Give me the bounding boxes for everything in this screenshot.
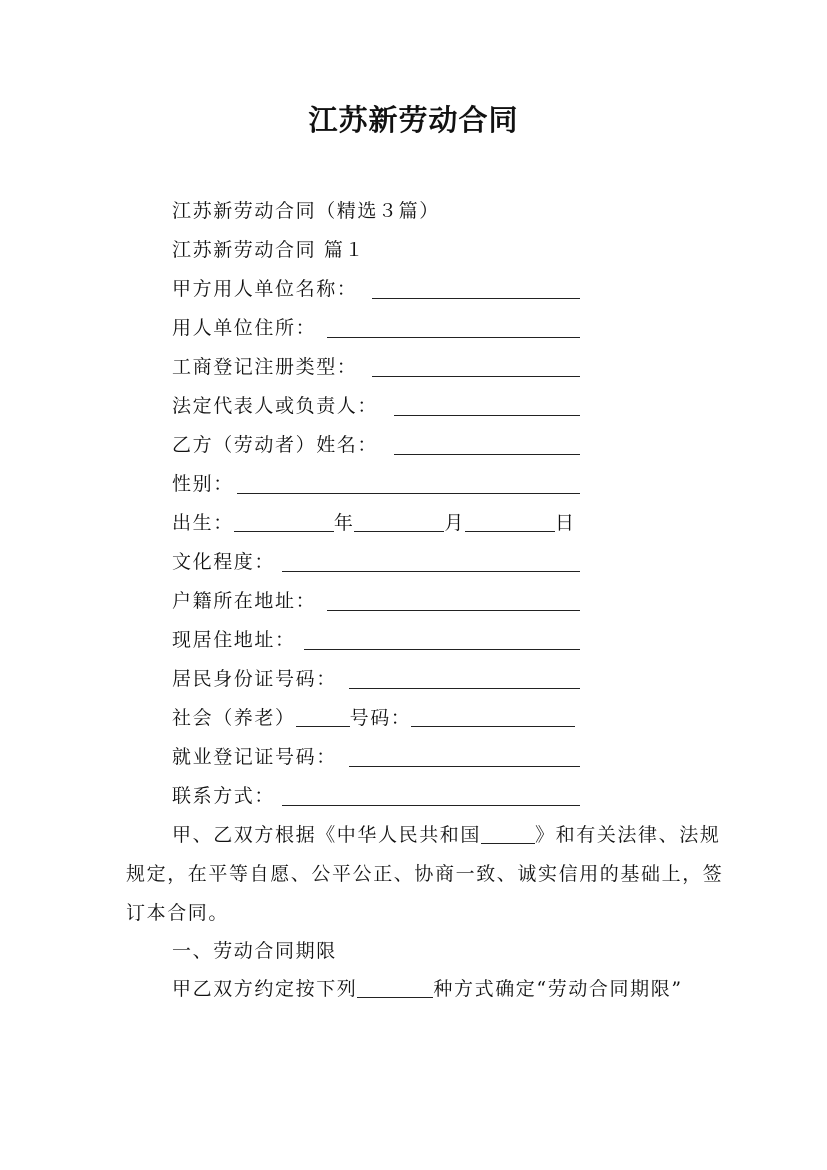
field-birth — [172, 510, 576, 536]
paragraph-text: 种方式确定“劳动合同期限” — [433, 978, 683, 1000]
field-employment-certificate — [172, 744, 580, 770]
section-heading: 一、劳动合同期限 — [172, 940, 337, 962]
field-current-address — [172, 627, 580, 653]
social-number-label: 号码： — [349, 707, 412, 729]
field-education — [172, 549, 580, 575]
field-social-insurance — [172, 705, 575, 731]
birth-year-label: 年 — [333, 512, 355, 534]
field-label: 甲方用人单位名称： — [172, 278, 358, 300]
fill-blank — [234, 511, 334, 532]
field-label: 出生： — [172, 512, 234, 534]
document-subtitle: 江苏新劳动合同（精选３篇） — [172, 200, 440, 222]
fill-blank — [327, 336, 580, 338]
paragraph-text: 甲乙双方约定按下列 — [172, 978, 358, 1000]
field-employer-name — [172, 276, 580, 302]
fill-blank — [372, 297, 580, 299]
field-label: 用人单位住所： — [172, 317, 317, 339]
field-label: 社会（养老） — [172, 707, 296, 729]
fill-blank — [282, 570, 580, 572]
field-label: 现居住地址： — [172, 629, 296, 651]
fill-blank — [411, 706, 575, 727]
field-label: 就业登记证号码： — [172, 746, 337, 768]
field-legal-representative — [172, 393, 580, 419]
field-household-address — [172, 588, 580, 614]
field-label: 工商登记注册类型： — [172, 356, 358, 378]
field-registration-type — [172, 354, 580, 380]
fill-blank — [354, 511, 444, 532]
field-employee-name — [172, 432, 580, 458]
fill-blank — [349, 765, 580, 767]
field-label: 法定代表人或负责人： — [172, 395, 379, 417]
birth-day-label: 日 — [555, 512, 576, 534]
fill-blank — [465, 511, 555, 532]
paragraph-text: 甲、乙双方根据《中华人民共和国 — [172, 824, 482, 846]
fill-blank — [394, 414, 580, 416]
field-label: 居民身份证号码： — [172, 668, 337, 690]
fill-blank — [327, 609, 580, 611]
term-paragraph — [126, 970, 726, 1009]
fill-blank — [349, 687, 580, 689]
field-label: 户籍所在地址： — [172, 590, 317, 612]
fill-blank — [296, 706, 350, 727]
field-label: 文化程度： — [172, 551, 276, 573]
fill-blank — [357, 977, 433, 998]
fill-blank — [372, 375, 580, 377]
field-label: 乙方（劳动者）姓名： — [172, 434, 379, 456]
fill-blank — [237, 492, 580, 494]
birth-month-label: 月 — [444, 512, 466, 534]
field-employer-address — [172, 315, 580, 341]
field-id-number — [172, 666, 580, 692]
intro-paragraph — [126, 816, 726, 933]
field-label: 性别： — [172, 473, 234, 495]
fill-blank — [394, 453, 580, 455]
document-title: 江苏新劳动合同 — [308, 103, 519, 137]
field-gender — [172, 471, 580, 497]
fill-blank — [481, 823, 535, 844]
field-contact — [172, 783, 580, 809]
fill-blank — [282, 804, 580, 806]
part-heading: 江苏新劳动合同 篇１ — [172, 239, 366, 261]
field-label: 联系方式： — [172, 785, 276, 807]
paragraph-text: 》和有关法律、法规规定，在平等自愿、公平公正、协商一致、诚实信用的基础上，签订本合同。 — [126, 824, 724, 924]
fill-blank — [304, 648, 580, 650]
